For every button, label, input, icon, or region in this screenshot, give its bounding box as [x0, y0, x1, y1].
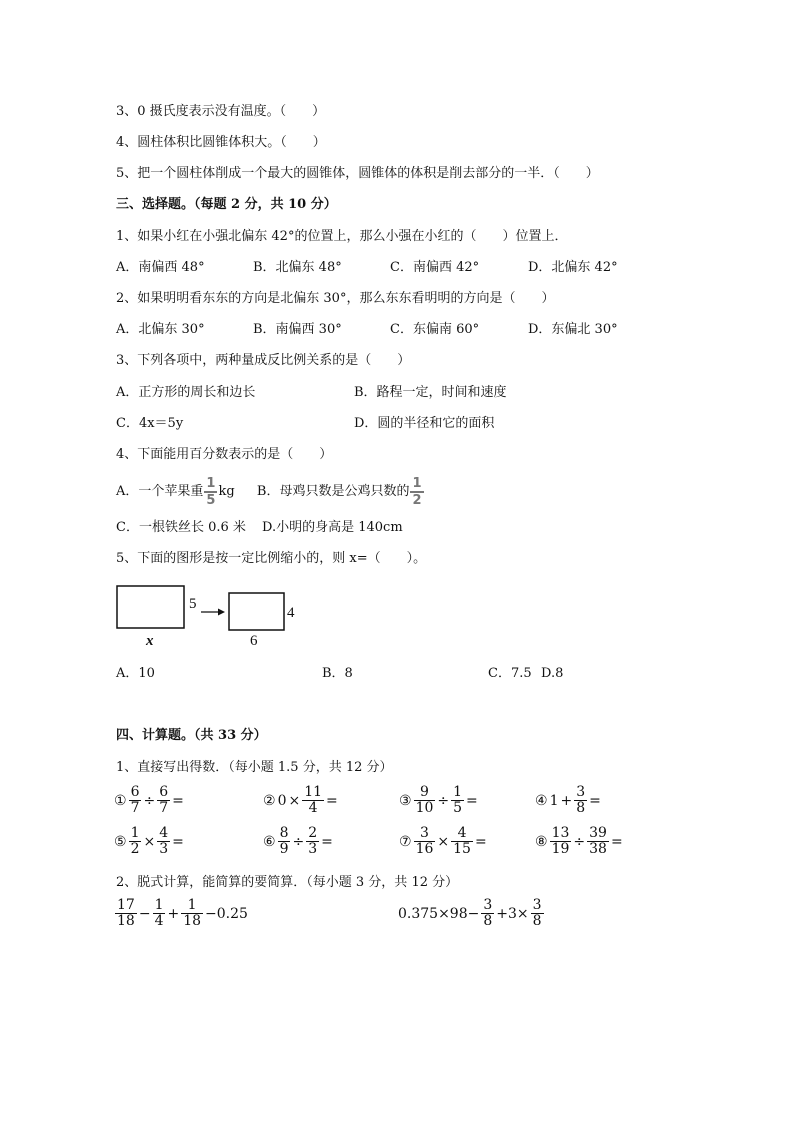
numerator: 39 — [589, 825, 607, 841]
fig-small-bottom-label: 6 — [250, 633, 258, 649]
small-rectangle — [229, 593, 284, 630]
numerator: 6 — [159, 784, 169, 800]
fraction — [115, 898, 137, 929]
choice-q3-option-b: B．路程一定，时间和速度 — [354, 385, 507, 400]
numerator: 6 — [130, 784, 140, 800]
numerator: 11 — [304, 784, 323, 800]
numerator: 3 — [483, 897, 493, 913]
choice-q5-option-c: C．7.5 — [488, 666, 532, 681]
expression-tail: −0.25 — [205, 905, 248, 922]
direct-calc-item — [534, 785, 602, 816]
fraction — [451, 785, 464, 816]
operator: × — [437, 833, 450, 850]
numerator: 13 — [551, 825, 570, 841]
choice-q4-option-a-prefix: A．一个苹果重 — [116, 484, 204, 499]
numerator: 1 — [154, 897, 164, 913]
denominator: 2 — [130, 841, 140, 857]
equals-sign: = — [466, 792, 478, 809]
numerator: 1 — [181, 898, 203, 914]
equals-sign: = — [321, 833, 333, 850]
fraction — [550, 826, 572, 857]
numerator: 17 — [117, 897, 135, 913]
direct-calc-item — [398, 826, 488, 857]
operator: ÷ — [573, 833, 586, 850]
denominator: 5 — [453, 800, 463, 816]
arrow-head-icon — [218, 609, 225, 616]
expression-head: 0.375×98− — [398, 905, 480, 922]
denominator: 2 — [412, 493, 422, 508]
operator: ÷ — [292, 833, 305, 850]
choice-q4-option-a-unit: kg — [218, 484, 235, 499]
numerator: 1 — [130, 825, 140, 841]
denominator: 18 — [183, 913, 202, 929]
item-index: ① — [114, 792, 127, 809]
choice-q1-option-c: C．南偏西 42° — [390, 260, 480, 275]
operator: × — [143, 833, 156, 850]
choice-q5-option-a: A．10 — [116, 666, 155, 681]
fraction — [181, 898, 203, 929]
direct-calc-item — [398, 785, 479, 816]
denominator: 7 — [130, 800, 140, 816]
equals-sign: = — [589, 792, 601, 809]
operator: ÷ — [437, 792, 450, 809]
calc-section-heading: 四、计算题。（共 33 分） — [116, 728, 267, 743]
denominator: 5 — [206, 493, 216, 508]
numerator: 1 — [412, 476, 422, 491]
denominator: 8 — [483, 913, 493, 929]
numerator: 2 — [308, 825, 318, 841]
equals-sign: = — [172, 833, 184, 850]
operator: − — [138, 905, 151, 922]
choice-q1-option-a: A．南偏西 48° — [116, 260, 205, 275]
numerator: 4 — [451, 826, 473, 842]
numerator: 1 — [206, 476, 216, 491]
fig-small-side-label: 4 — [287, 605, 295, 621]
numerator: 8 — [279, 825, 289, 841]
equals-sign: = — [172, 792, 184, 809]
direct-calc-item — [113, 826, 185, 857]
choice-q3-option-c: C．4x＝5y — [116, 416, 184, 431]
choice-q2-text: 2、如果明明看东东的方向是北偏东 30°，那么东东看明明的方向是（ ） — [116, 291, 555, 306]
denominator: 16 — [415, 841, 434, 857]
direct-calc-item — [262, 826, 334, 857]
item-index: ⑧ — [535, 833, 548, 850]
choice-q1-text: 1、如果小红在小强北偏东 42°的位置上，那么小强在小红的（ ）位置上． — [116, 229, 568, 244]
choice-q4-option-d: D.小明的身高是 140cm — [262, 520, 403, 535]
numerator: 3 — [576, 784, 586, 800]
whole-number: 0 — [277, 792, 287, 809]
numerator: 3 — [532, 897, 542, 913]
equals-sign: = — [474, 833, 487, 850]
denominator: 15 — [453, 841, 471, 857]
fraction — [414, 785, 436, 816]
large-rectangle — [117, 586, 184, 628]
numerator: 1 — [453, 784, 463, 800]
denominator: 3 — [159, 841, 169, 857]
fraction — [129, 785, 142, 816]
denominator: 7 — [159, 800, 169, 816]
fraction — [414, 826, 436, 857]
operator: × — [288, 792, 301, 809]
fraction — [157, 785, 170, 816]
choice-q5-option-b: B．8 — [322, 666, 353, 681]
fraction — [129, 826, 142, 857]
choice-q2-option-d: D．东偏北 30° — [528, 322, 618, 337]
item-index: ② — [263, 792, 276, 809]
judge-question-4: 4、圆柱体积比圆锥体积大。（ ） — [116, 135, 326, 150]
denominator: 4 — [308, 800, 318, 816]
judge-question-5: 5、把一个圆柱体削成一个最大的圆锥体，圆锥体的体积是削去部分的一半．（ ） — [116, 166, 599, 181]
numerator: 3 — [414, 826, 436, 842]
judge-question-3: 3、0 摄氏度表示没有温度。（ ） — [116, 104, 326, 119]
numerator: 9 — [414, 785, 436, 801]
choice-q4-option-c: C．一根铁丝长 0.6 米 — [116, 520, 246, 535]
fraction — [157, 826, 170, 857]
denominator: 19 — [551, 841, 570, 857]
numerator: 4 — [159, 825, 169, 841]
expression-middle: +3× — [496, 905, 529, 922]
operator: + — [167, 905, 180, 922]
choice-q4-option-b-prefix: B．母鸡只数是公鸡只数的 — [256, 484, 410, 499]
fig-large-bottom-label: x — [146, 633, 154, 649]
fig-large-side-label: 5 — [189, 596, 197, 612]
choice-q3-text: 3、下列各项中，两种量成反比例关系的是（ ） — [116, 353, 411, 368]
item-index: ③ — [399, 792, 412, 809]
choice-q4-text: 4、下面能用百分数表示的是（ ） — [116, 447, 333, 462]
choice-q4-options-ab — [116, 476, 425, 508]
fraction-one-half — [410, 476, 423, 508]
calc-part1-heading: 1、直接写出得数．（每小题 1.5 分，共 12 分） — [116, 760, 393, 775]
fraction — [278, 826, 291, 857]
choice-q2-option-b: B．南偏西 30° — [253, 322, 342, 337]
choice-q3-option-d: D．圆的半径和它的面积 — [354, 416, 495, 431]
choice-q5-text: 5、下面的图形是按一定比例缩小的，则 x=（ ）。 — [116, 551, 427, 566]
denominator: 38 — [589, 841, 607, 857]
fraction — [302, 785, 324, 816]
fraction — [574, 785, 587, 816]
scale-figure — [110, 580, 310, 655]
fraction — [451, 826, 473, 857]
fraction — [306, 826, 319, 857]
choice-q1-option-b: B．北偏东 48° — [253, 260, 342, 275]
calc-part2-heading: 2、脱式计算，能简算的要简算．（每小题 3 分，共 12 分） — [116, 875, 459, 890]
choice-q2-option-c: C．东偏南 60° — [390, 322, 480, 337]
choice-q5-option-d: D.8 — [541, 666, 564, 681]
choice-q1-option-d: D．北偏东 42° — [528, 260, 618, 275]
expression-2 — [397, 898, 545, 929]
choice-section-heading: 三、选择题。（每题 2 分，共 10 分） — [116, 197, 337, 212]
denominator: 4 — [154, 913, 164, 929]
denominator: 18 — [117, 913, 135, 929]
choice-q2-option-a: A．北偏东 30° — [116, 322, 205, 337]
fraction — [587, 826, 609, 857]
direct-calc-item — [113, 785, 185, 816]
fraction — [481, 898, 494, 929]
direct-calc-item — [262, 785, 339, 816]
operator: ÷ — [143, 792, 156, 809]
equals-sign: = — [326, 792, 338, 809]
fraction-one-fifth — [204, 476, 217, 508]
fraction — [531, 898, 544, 929]
denominator: 8 — [576, 800, 586, 816]
direct-calc-item — [534, 826, 624, 857]
denominator: 3 — [308, 841, 318, 857]
item-index: ⑥ — [263, 833, 276, 850]
whole-number: 1 — [549, 792, 559, 809]
denominator: 9 — [279, 841, 289, 857]
expression-1 — [114, 898, 249, 929]
choice-q3-option-a: A．正方形的周长和边长 — [116, 385, 256, 400]
denominator: 8 — [532, 913, 542, 929]
denominator: 10 — [415, 800, 434, 816]
operator: + — [560, 792, 573, 809]
item-index: ④ — [535, 792, 548, 809]
equals-sign: = — [610, 833, 623, 850]
fraction — [153, 898, 166, 929]
item-index: ⑦ — [399, 833, 412, 850]
item-index: ⑤ — [114, 833, 127, 850]
